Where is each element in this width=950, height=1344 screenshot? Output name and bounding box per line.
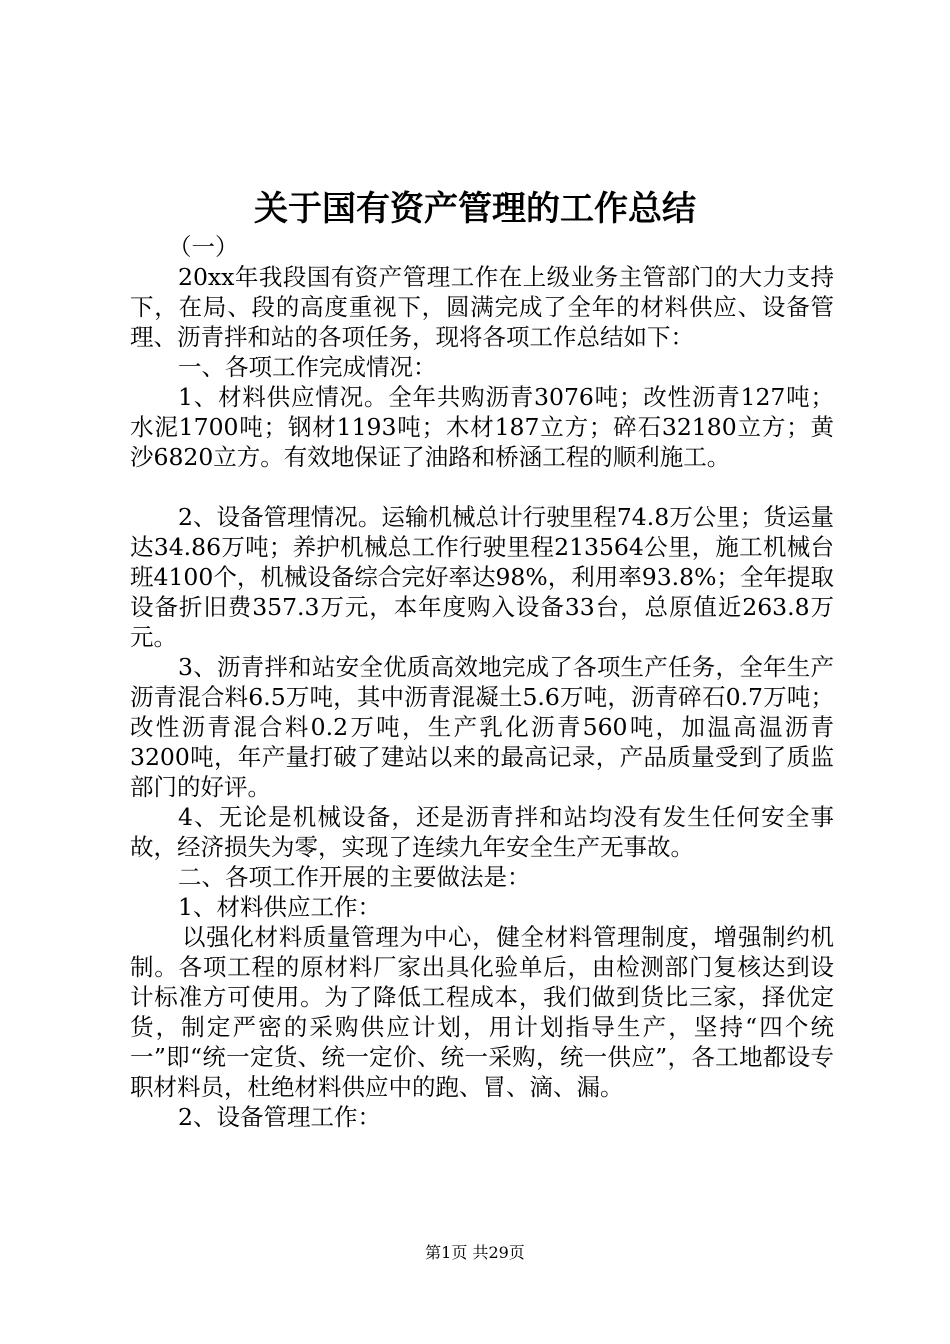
section-marker: （一） [168, 233, 239, 261]
heading-completion: 一、各项工作完成情况： [178, 353, 437, 381]
subheading-equipment-work: 2、设备管理工作： [178, 1103, 381, 1131]
paragraph-material-supply: 1、材料供应情况。全年共购沥青3076吨；改性沥青127吨；水泥1700吨；钢材1193吨；木材187立方；碎石32180立方；黄沙6820立方。有效地保证了油路和桥涵工程的顺利施工。 [130, 383, 834, 471]
subheading-material-work: 1、材料供应工作： [178, 893, 381, 921]
paragraph-safety: 4、无论是机械设备，还是沥青拌和站均没有发生任何安全事故，经济损失为零，实现了连续九年安全生产无事故。 [130, 803, 834, 861]
paragraph-material-work: 以强化材料质量管理为中心，健全材料管理制度，增强制约机制。各项工程的原材料厂家出具化验单后，由检测部门复核达到设计标准方可使用。为了降低工程成本，我们做到货比三家，择优定货，制定严密的采购供应计划，用计划指导生产，坚持“四个统一”即“统一定货、统一定价、统一采购，统一供应”，各工地都设专职材料员，杜绝材料供应中的跑、冒、滴、漏。 [130, 923, 834, 1101]
paragraph-equipment: 2、设备管理情况。运输机械总计行驶里程74.8万公里；货运量达34.86万吨；养护机械总工作行驶里程213564公里，施工机械台班4100个，机械设备综合完好率达98%，利用率93.8%；全年提取设备折旧费357.3万元，本年度购入设备33台，总原值近263.8万元。 [130, 503, 834, 651]
heading-methods: 二、各项工作开展的主要做法是： [178, 863, 531, 891]
paragraph-asphalt-station: 3、沥青拌和站安全优质高效地完成了各项生产任务，全年生产沥青混合料6.5万吨，其中沥青混凝土5.6万吨，沥青碎石0.7万吨；改性沥青混合料0.2万吨，生产乳化沥青560吨，加温高温沥青3200吨，年产量打破了建站以来的最高记录，产品质量受到了质监部门的好评。 [130, 653, 834, 801]
blank-line [130, 472, 834, 502]
document-body [130, 232, 834, 1132]
intro-paragraph: 20xx年我段国有资产管理工作在上级业务主管部门的大力支持下，在局、段的高度重视下，圆满完成了全年的材料供应、设备管理、沥青拌和站的各项任务，现将各项工作总结如下： [130, 263, 834, 351]
document-title: 关于国有资产管理的工作总结 [254, 189, 696, 229]
page-footer: 第1页 共29页 [425, 1243, 525, 1262]
